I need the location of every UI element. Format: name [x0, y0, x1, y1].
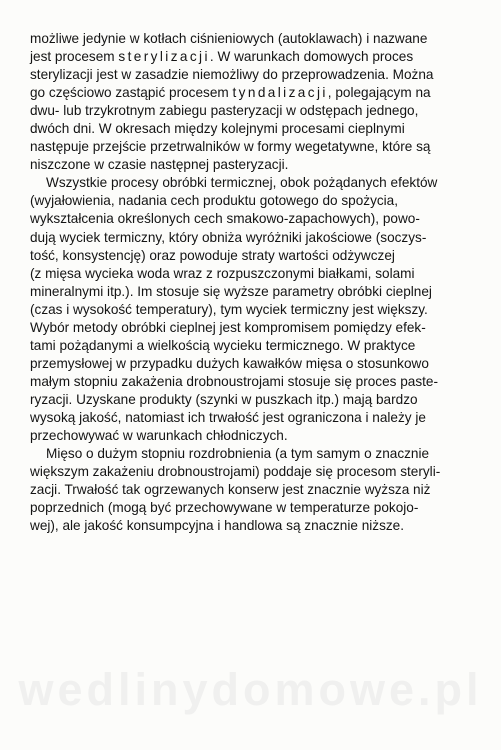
text-run: Mięso o dużym stopniu rozdrobnienia (a tym samym o znacznie: [46, 446, 430, 462]
text-run: następuje przejście przetrwalników w formy wegetatywne, które są: [30, 139, 431, 155]
text-run: (czas i wysokość temperatury), tym wyciek termiczny jest większy.: [30, 301, 428, 317]
text-line: [30, 210, 462, 228]
text-line: [30, 156, 462, 174]
text-line: [30, 138, 462, 156]
text-line: [30, 229, 462, 247]
text-run: Wszystkie procesy obróbki termicznej, obok pożądanych efektów: [46, 175, 438, 191]
paragraph: [30, 445, 462, 535]
text-run: wysoką jakość, natomiast ich trwałość jest ograniczona i należy je: [30, 409, 426, 425]
paragraph: [30, 30, 462, 174]
text-line: [30, 427, 462, 445]
text-run: tość, konsystencję) oraz powoduje straty wartości odżywczej: [30, 247, 395, 263]
text-line: [30, 499, 462, 517]
text-run: małym stopniu zakażenia drobnoustrojami stosuje się proces paste-: [30, 373, 439, 389]
text-run: dują wyciek termiczny, który obniża wyróżniki jakościowe (soczys-: [30, 229, 427, 245]
text-run: (z mięsa wycieka woda wraz z rozpuszczonymi białkami, solami: [30, 265, 415, 281]
text-line: [30, 301, 462, 319]
text-line: [30, 66, 462, 84]
text-run: zacji. Trwałość tak ogrzewanych konserw jest znacznie wyższa niż: [30, 482, 431, 498]
text-line: [30, 30, 462, 48]
emphasized-term: tyndalizacji: [232, 85, 328, 101]
text-line: [30, 355, 462, 373]
text-run: mineralnymi itp.). Im stosuje się wyższe parametry obróbki cieplnej: [30, 283, 432, 299]
text-run: dwu- lub trzykrotnym zabiegu pasteryzacji w odstępach jednego,: [30, 103, 419, 119]
text-run: przemysłowej w przypadku dużych kawałków mięsa o stosunkowo: [30, 355, 429, 371]
text-run: (wyjałowienia, nadania cech produktu gotowego do spożycia,: [30, 193, 399, 209]
text-line: [30, 481, 462, 499]
text-line: [30, 84, 462, 102]
text-run: wej), ale jakość konsumpcyjna i handlowa są znacznie niższe.: [30, 518, 405, 534]
text-line: [30, 463, 462, 481]
text-run: ryzacji. Uzyskane produkty (szynki w puszkach itp.) mają bardzo: [30, 391, 418, 407]
emphasized-term: sterylizacji: [118, 49, 210, 65]
text-run: możliwe jedynie w kotłach ciśnieniowych (autoklawach) i nazwane: [30, 31, 428, 46]
text-run: , polegającym na: [327, 85, 431, 101]
text-line: [30, 517, 462, 535]
text-run: Wybór metody obróbki cieplnej jest kompromisem pomiędzy efek-: [30, 319, 426, 335]
text-line: [30, 265, 462, 283]
text-line: [30, 247, 462, 265]
text-run: wykształcenia określonych cech smakowo-zapachowych), powo-: [30, 211, 420, 227]
body-text: [30, 30, 462, 535]
text-run: jest procesem: [30, 49, 119, 65]
text-run: . W warunkach domowych proces: [209, 49, 414, 65]
text-line: [30, 409, 462, 427]
text-run: większym zakażeniu drobnoustrojami) poddaje się procesom steryli-: [30, 464, 441, 480]
text-line: [30, 48, 462, 66]
text-run: dwóch dni. W okresach między kolejnymi procesami cieplnymi: [30, 121, 405, 137]
text-line: [30, 373, 462, 391]
text-run: go częściowo zastąpić procesem: [30, 85, 233, 101]
text-line: [30, 319, 462, 337]
text-run: niszczone w czasie następnej pasteryzacji.: [30, 157, 289, 173]
text-line: [30, 391, 462, 409]
text-line: [30, 283, 462, 301]
text-line: [30, 445, 462, 463]
text-run: poprzednich (mogą być przechowywane w temperaturze pokojo-: [30, 500, 419, 516]
text-line: [30, 174, 462, 192]
watermark: wedlinydomowe.pl: [18, 664, 483, 715]
text-line: [30, 120, 462, 138]
text-run: tami pożądanymi a wielkością wycieku termicznego. W praktyce: [30, 337, 416, 353]
text-line: [30, 192, 462, 210]
paragraph: [30, 174, 462, 445]
text-run: sterylizacji jest w zasadzie niemożliwy do przeprowadzenia. Można: [30, 67, 434, 83]
text-line: [30, 337, 462, 355]
text-line: [30, 102, 462, 120]
text-run: przechowywać w warunkach chłodniczych.: [30, 428, 288, 444]
